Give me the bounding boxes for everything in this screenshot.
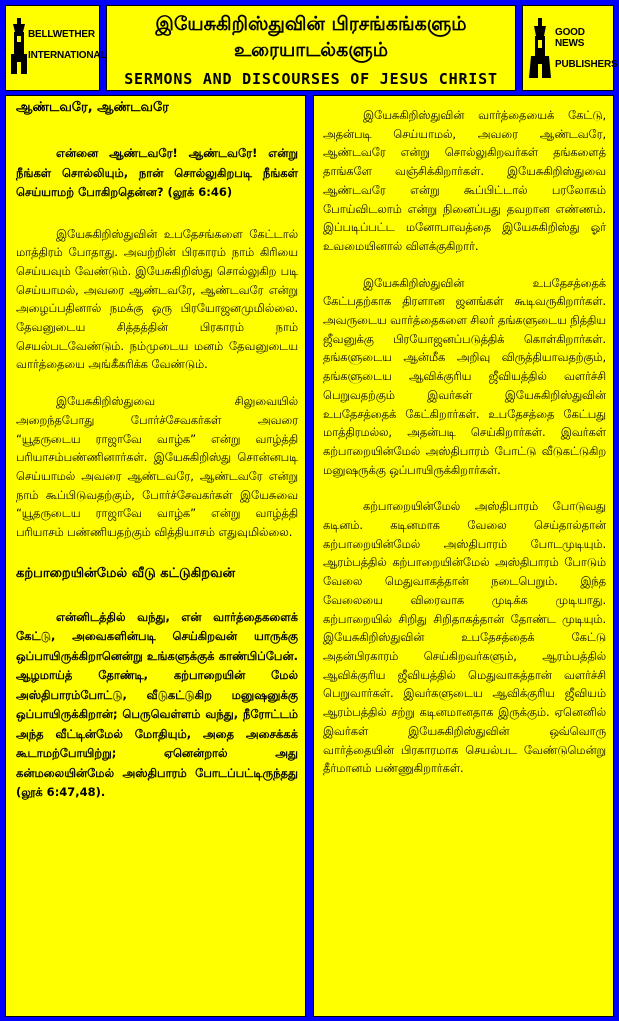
right-paragraph-1: இயேசுகிறிஸ்துவின் வார்த்தையைக் கேட்டு, அதன்படி செய்யாமல், அவரை ஆண்டவரே, ஆண்டவரே என்று சொல்லுகிறவர்கள் தங்களைத் தாங்களே வஞ்சிக்கிறார்கள். இயேசுகிறிஸ்துவை ஆண்டவரே என்று கூப்பிட்டால் பரலோகம் போய்விடலாம் என்று நினைப்பது தவறான எண்ணம். இப்படிப்பட்ட மனோபாவத்தை இயேசுகிறிஸ்து ஓர் உவமையினால் விளக்குகிறார்.: [323, 108, 606, 253]
section1-quote: என்னை ஆண்டவரே! ஆண்டவரே! என்று நீங்கள் சொல்லியும், நான் சொல்லுகிறபடி நீங்கள் செய்யாமற் போகிறதென்ன? (லூக் 6:46): [16, 146, 298, 199]
bellwether-logo: [5, 5, 107, 91]
good-news-logo: [522, 5, 618, 91]
title-tamil-line2: உரையாடல்களும்: [233, 39, 389, 61]
left-column: [5, 95, 306, 1017]
right-logo-line2: PUBLISHERS: [555, 59, 618, 70]
title-tamil-line1: இயேசுகிறிஸ்துவின் பிரசங்கங்களும்: [155, 13, 467, 35]
right-logo-line1: GOOD NEWS: [555, 27, 585, 49]
section2-heading: கற்பாறையின்மேல் வீடு கட்டுகிறவன்: [16, 565, 236, 581]
section2-quote: என்னிடத்தில் வந்து, என் வார்த்தைகளைக் கேட்டு, அவைகளின்படி செய்கிறவன் யாருக்கு ஒப்பாயிருக்கிறானென்று உங்களுக்குக் காண்பிப்பேன். ஆழமாய்த் தோண்டி, கற்பாறையின் மேல் அஸ்திபாரம்போட்டு, வீடுகட்டுகிற மனுஷனுக்கு ஒப்பாயிருக்கிறான்; பெருவெள்ளம் வந்து, நீரோட்டம் அந்த வீட்டின்மேல் மோதியும், அதை அசைக்கக் கூடாமற்போயிற்று; ஏனென்றால் அது கன்மலையின்மேல் அஸ்திபாரம் போடப்பட்டிருந்தது (லூக் 6:47,48).: [16, 609, 298, 800]
tower-icon: [529, 18, 551, 78]
left-logo-line2: INTERNATIONAL: [28, 50, 107, 61]
right-paragraph-2: இயேசுகிறிஸ்துவின் உபதேசத்தைக் கேட்பதற்காக திரளான ஜனங்கள் கூடிவருகிறார்கள். அவருடைய வார்த்தைகளை சிலர் தங்களுடைய நித்திய ஜீவனுக்கு பிரயோஜனப்படுத்திக் கொள்கிறார்கள். தங்களுடைய ஆன்மீக அறிவு விருத்தியாவதற்கும், தங்களுடைய ஆவிக்குரிய ஜீவியத்தில் வளர்ச்சி பெறுவதற்கும் இவர்கள் இயேசுகிறிஸ்துவின் உபதேசத்தைக் கேட்கிறார்கள். உபதேசத்தை கேட்பது மாத்திரமல்ல, அதன்படி செய்கிறார்கள். இவர்கள் கற்பாறையின்மேல் அஸ்திபாரம் போட்டு வீடுகட்டுகிற மனுஷருக்கு ஒப்பாயிருக்கிறார்கள்.: [323, 275, 606, 477]
section1-paragraph-2: இயேசுகிறிஸ்துவை சிலுவையில் அறைந்தபோது போர்ச்சேவகர்கள் அவரை “யூதருடைய ராஜாவே வாழ்க” என்று வாழ்த்தி பரியாசம்பண்ணினார்கள். இயேசுகிறிஸ்து சொன்னபடி செய்யாமல் அவரை ஆண்டவரே, ஆண்டவரே என்று நாம் கூப்பிடுவதற்கும், போர்ச்சேவகர்கள் இயேசுவை “யூதருடைய ராஜாவே வாழ்க” என்று வாழ்த்தி பரியாசம் பண்ணியதற்கும் வித்தியாசம் எதுவுமில்லை.: [16, 394, 298, 540]
title-english: SERMONS AND DISCOURSES OF JESUS CHRIST: [124, 70, 498, 88]
section1-paragraph-1: இயேசுகிறிஸ்துவின் உபதேசங்களை கேட்டால் மாத்திரம் போதாது. அவற்றின் பிரகாரம் நாம் கிரியை செய்யவும் வேண்டும். இயேசுகிறிஸ்து சொல்லுகிற படி செய்யாமல், அவரை ஆண்டவரே, ஆண்டவரே என்று அழைப்பதினால் நமக்கு ஒரு பிரயோஜனமுமில்லை. தேவனுடைய சித்தத்தின் பிரகாரம் நாம் செயல்படவேண்டும். நம்முடைய மனம் தேவனுடைய வார்த்தையை அங்கீகரிக்க வேண்டும்.: [16, 226, 298, 372]
left-logo-line1: BELLWETHER: [28, 29, 95, 40]
right-column: [313, 95, 614, 1017]
bell-tower-icon: [10, 18, 28, 74]
title-banner: [106, 5, 516, 91]
section1-heading: ஆண்டவரே, ஆண்டவரே: [16, 100, 169, 115]
right-paragraph-3: கற்பாறையின்மேல் அஸ்திபாரம் போடுவது கடினம். கடினமாக வேலை செய்தால்தான் கற்பாறையின்மேல் அஸ்திபாரம் போடமுடியும். ஆரம்பத்தில் கற்பாறையின்மேல் அஸ்திபாரம் போடும் வேலை மெதுவாகத்தான் நடைபெறும். இந்த வேலையை விரைவாக முடிக்க முடியாது. கற்பாறையில் சிறிது சிறிதாகத்தான் தோண்ட முடியும். இயேசுகிறிஸ்துவின் உபதேசத்தைக் கேட்டு அதன்பிரகாரம் செய்கிறவர்களும், ஆரம்பத்தில் ஆவிக்குரிய ஜீவியத்தில் மெதுவாகத்தான் வளர்ச்சி பெறுவார்கள். இவர்களுடைய ஆவிக்குரிய ஜீவியம் ஆரம்பத்தில் சற்று கடினமானதாக இருக்கும். ஏனெனில் இவர்கள் இயேசுகிறிஸ்துவின் ஒவ்வொரு வார்த்தையின் பிரகாரமாக செயல்பட வேண்டுமென்று தீர்மானம் பண்ணுகிறார்கள்.: [323, 499, 606, 776]
